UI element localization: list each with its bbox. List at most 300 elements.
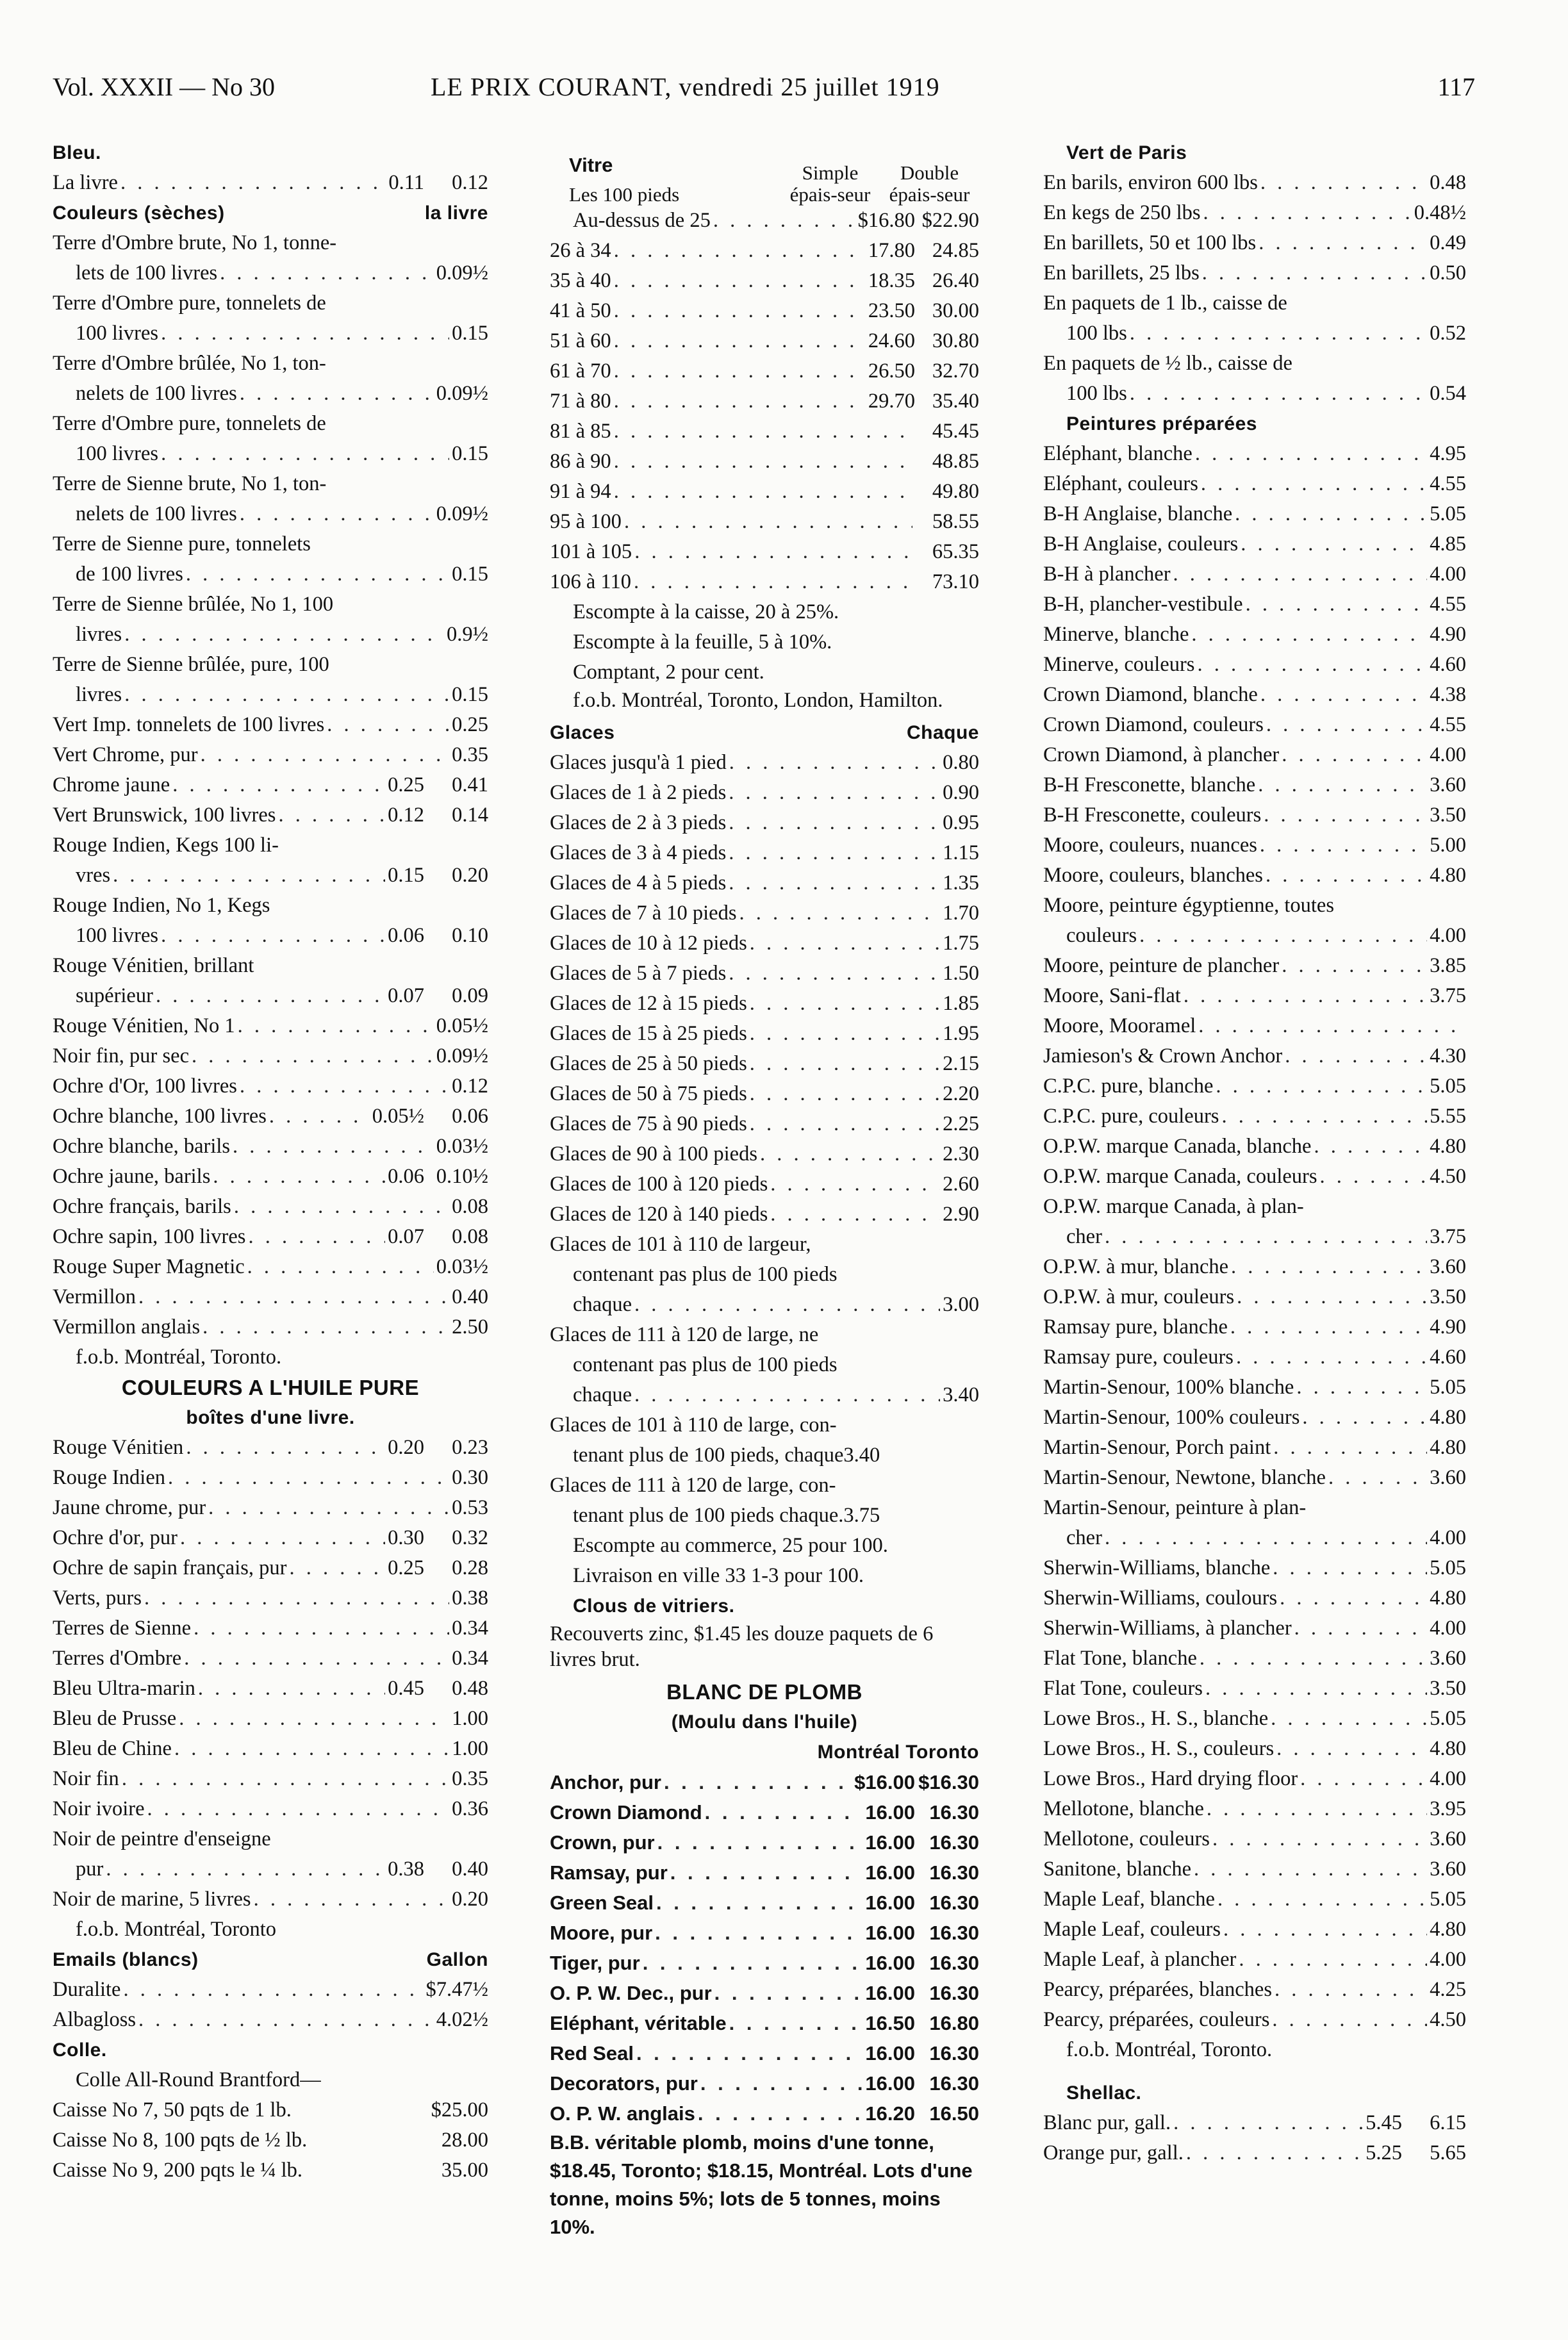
item-price: 0.03½ <box>436 1255 488 1278</box>
item-price: 0.12 <box>388 803 424 827</box>
item-name: Orange pur, gall. <box>1043 2141 1184 2164</box>
item-name: 61 à 70 <box>550 359 611 383</box>
dot-leader <box>186 1433 385 1463</box>
dot-leader <box>122 1764 449 1794</box>
item-price-2: 0.28 <box>452 1556 488 1579</box>
section-heading: Vert de Paris <box>1066 142 1187 163</box>
price-row <box>53 2125 488 2155</box>
price-row <box>1043 1071 1466 1101</box>
dot-leader <box>1320 1162 1428 1192</box>
price-row <box>53 1553 488 1583</box>
dot-leader <box>1203 198 1412 228</box>
price-row <box>1043 710 1466 740</box>
price-row <box>53 1071 488 1101</box>
price-row <box>1043 589 1466 620</box>
price-row <box>550 1079 979 1109</box>
dot-leader <box>750 1049 940 1079</box>
item-price: 2.90 <box>943 1203 979 1226</box>
section-heading: boîtes d'une livre. <box>186 1407 355 1428</box>
item-price: 5.05 <box>1430 1707 1466 1730</box>
dot-leader <box>156 981 385 1011</box>
item-name: Martin-Senour, Porch paint <box>1043 1436 1271 1459</box>
price-row <box>1043 1915 1466 1945</box>
dot-leader <box>1186 2138 1363 2168</box>
dot-leader <box>729 748 940 778</box>
text-line: Escompte à la feuille, 5 à 10%. <box>573 630 832 654</box>
dot-leader <box>1173 2108 1363 2138</box>
item-price: 0.35 <box>452 743 488 766</box>
dot-leader <box>729 2008 863 2038</box>
price-row <box>53 1613 488 1644</box>
price-row <box>53 1854 488 1884</box>
item-price: 5.25 <box>1366 2141 1402 2164</box>
price-row <box>53 1674 488 1704</box>
item-name: Moore, pur <box>550 1922 653 1944</box>
item-price-2: 0.40 <box>452 1858 488 1881</box>
price-row <box>1043 559 1466 589</box>
item-price: $16.80 <box>857 209 915 232</box>
dot-leader <box>254 1884 450 1915</box>
item-name: 100 livres <box>76 322 159 345</box>
text-line: En paquets de 1 lb., caisse de <box>1043 292 1287 315</box>
dot-leader <box>234 1192 449 1222</box>
price-row <box>1043 1403 1466 1433</box>
dot-leader <box>643 1948 863 1978</box>
dot-leader <box>184 1644 449 1674</box>
price-row <box>53 861 488 891</box>
price-row <box>53 1704 488 1734</box>
item-name: Maple Leaf, à plancher <box>1043 1948 1237 1971</box>
dot-leader <box>1300 1764 1427 1794</box>
section-heading-row <box>550 718 979 748</box>
text-line: Escompte au commerce, 25 pour 100. <box>573 1534 888 1557</box>
price-row <box>53 1192 488 1222</box>
item-name: B-H à plancher <box>1043 563 1171 586</box>
dot-leader <box>670 1858 863 1888</box>
price-row <box>550 1767 979 1797</box>
item-price: 0.15 <box>452 442 488 465</box>
item-price-2: 30.00 <box>932 299 979 322</box>
price-row <box>550 989 979 1019</box>
item-price: 0.25 <box>388 1556 424 1579</box>
dot-leader <box>1105 1222 1427 1252</box>
item-name: Glaces de 7 à 10 pieds <box>550 902 737 925</box>
dot-leader <box>147 1794 450 1824</box>
item-price-2: 0.48 <box>452 1677 488 1700</box>
item-name: pur <box>76 1858 104 1881</box>
text-line: O.P.W. marque Canada, à plan- <box>1043 1195 1304 1218</box>
item-name: Ramsay pure, blanche <box>1043 1315 1228 1339</box>
item-name: C.P.C. pure, couleurs <box>1043 1105 1219 1128</box>
dot-leader <box>1264 800 1427 830</box>
item-name: couleurs <box>1066 924 1137 947</box>
item-price-2: 0.23 <box>452 1436 488 1459</box>
price-row <box>550 1199 979 1230</box>
dot-leader <box>124 620 444 650</box>
item-name: vres <box>76 864 111 887</box>
dot-leader <box>657 1827 863 1858</box>
item-price-2: 16.30 <box>929 1952 979 1974</box>
item-name: Rouge Indien <box>53 1466 166 1489</box>
item-price: 4.00 <box>1430 924 1466 947</box>
dot-leader <box>1273 1433 1427 1463</box>
price-row <box>53 710 488 740</box>
item-price: 26.50 <box>868 359 915 383</box>
price-row <box>1043 1342 1466 1372</box>
item-price: 4.50 <box>1430 2008 1466 2031</box>
item-name: B-H Fresconette, couleurs <box>1043 803 1262 827</box>
item-name: Jaune chrome, pur <box>53 1496 206 1519</box>
dot-leader <box>729 838 940 868</box>
item-price-2: 16.30 <box>929 1801 979 1824</box>
price-row <box>550 447 979 477</box>
item-name: 86 à 90 <box>550 450 611 473</box>
item-price: 16.20 <box>865 2102 915 2125</box>
item-name: Flat Tone, couleurs <box>1043 1677 1203 1700</box>
dot-leader <box>208 1493 449 1523</box>
item-price: 4.90 <box>1430 623 1466 646</box>
dot-leader <box>1266 861 1427 891</box>
item-price: 4.50 <box>1430 1165 1466 1188</box>
price-row <box>1043 1162 1466 1192</box>
item-price: 0.09½ <box>436 261 488 284</box>
heading-text: Glaces <box>550 722 615 743</box>
price-row <box>1043 800 1466 830</box>
item-price-2: 49.80 <box>932 480 979 503</box>
dot-leader <box>1280 1583 1427 1613</box>
item-price: 4.38 <box>1430 683 1466 706</box>
item-name: Chrome jaune <box>53 773 170 796</box>
item-name: O.P.W. marque Canada, blanche <box>1043 1135 1312 1158</box>
item-price: 0.07 <box>388 1225 424 1248</box>
dot-leader <box>1276 1734 1427 1764</box>
item-name: Vermillon <box>53 1285 136 1308</box>
item-price: 0.09½ <box>436 502 488 525</box>
dot-leader <box>1266 710 1427 740</box>
item-price: 0.48½ <box>1414 201 1466 224</box>
column-1-couleurs <box>53 138 488 2186</box>
item-name: cher <box>1066 1526 1102 1549</box>
item-name: Glaces de 2 à 3 pieds <box>550 811 727 834</box>
item-price-2: 30.80 <box>932 329 979 352</box>
price-row <box>53 680 488 710</box>
dot-leader <box>202 1312 449 1342</box>
price-row <box>550 928 979 959</box>
price-row <box>53 499 488 529</box>
dot-leader <box>201 740 450 770</box>
item-price: 16.00 <box>865 1952 915 1974</box>
dot-leader <box>1260 680 1427 710</box>
item-price: 23.50 <box>868 299 915 322</box>
dot-leader <box>1184 981 1427 1011</box>
item-price: 0.49 <box>1430 231 1466 254</box>
item-price: 2.50 <box>452 1315 488 1339</box>
price-row <box>53 770 488 800</box>
dot-leader <box>770 1169 940 1199</box>
item-name: Glaces de 25 à 50 pieds <box>550 1052 747 1075</box>
text-line: Livraison en ville 33 1-3 pour 100. <box>573 1564 864 1587</box>
dot-leader <box>750 1079 940 1109</box>
price-row <box>1043 1312 1466 1342</box>
text-line: f.o.b. Montréal, Toronto. <box>76 1346 282 1369</box>
item-price: 28.00 <box>441 2129 488 2152</box>
price-row <box>53 168 488 198</box>
price-row <box>1043 2108 1466 2138</box>
dot-leader <box>624 507 912 537</box>
page-header <box>53 72 1475 110</box>
item-name: Glaces de 90 à 100 pieds <box>550 1142 758 1166</box>
text-line: Noir de peintre d'enseigne <box>53 1827 271 1850</box>
price-row <box>1043 1824 1466 1854</box>
dot-leader <box>179 1704 449 1734</box>
heading-unit: Gallon <box>426 1949 488 1970</box>
dot-leader <box>1230 1312 1427 1342</box>
dot-leader <box>705 1797 863 1827</box>
item-price-2: 24.85 <box>932 239 979 262</box>
item-price: 4.95 <box>1430 442 1466 465</box>
dot-leader <box>1235 499 1427 529</box>
price-row <box>550 296 979 326</box>
item-name: Glaces de 15 à 25 pieds <box>550 1022 747 1045</box>
item-price: 16.50 <box>865 2012 915 2034</box>
item-price: 3.50 <box>1430 1285 1466 1308</box>
item-name: Maple Leaf, blanche <box>1043 1888 1215 1911</box>
dot-leader <box>1191 620 1427 650</box>
item-price: 0.05½ <box>372 1105 424 1128</box>
lead-note: B.B. véritable plomb, moins d'une tonne, $18.45, Toronto; $18.15, Montréal. Lots d'une tonne, moins 5%; lots de 5 tonnes, moins 10%. <box>550 2131 973 2238</box>
column-3-vert-peintures-shellac <box>1043 138 1466 2168</box>
item-price-2: 16.30 <box>929 1861 979 1884</box>
item-name: 95 à 100 <box>550 510 622 533</box>
dot-leader <box>1194 1854 1427 1884</box>
price-row <box>1043 1704 1466 1734</box>
dot-leader <box>1271 1704 1427 1734</box>
dot-leader <box>1231 1252 1427 1282</box>
price-row <box>1043 1252 1466 1282</box>
item-name: O.P.W. marque Canada, couleurs <box>1043 1165 1317 1188</box>
item-name: Martin-Senour, 100% blanche <box>1043 1376 1294 1399</box>
price-row <box>550 1019 979 1049</box>
dot-leader <box>327 710 449 740</box>
item-price: 0.06 <box>388 1165 424 1188</box>
item-name: Red Seal <box>550 2042 634 2064</box>
dot-leader <box>729 778 940 808</box>
dot-leader <box>664 1767 852 1797</box>
item-price: 2.60 <box>943 1173 979 1196</box>
section-heading: Peintures préparées <box>1066 413 1257 434</box>
price-row <box>550 1049 979 1079</box>
price-row <box>550 778 979 808</box>
item-price: 4.25 <box>1430 1978 1466 2001</box>
item-price: 0.40 <box>452 1285 488 1308</box>
item-name: Glaces jusqu'à 1 pied <box>550 751 727 774</box>
item-name: Lowe Bros., H. S., couleurs <box>1043 1737 1275 1760</box>
item-name: nelets de 100 livres <box>76 502 237 525</box>
item-name: Crown, pur <box>550 1831 655 1854</box>
dot-leader <box>1260 168 1427 198</box>
item-name: Tiger, pur <box>550 1952 640 1974</box>
price-row <box>550 356 979 386</box>
price-row <box>1043 951 1466 981</box>
price-row <box>550 1380 979 1410</box>
dot-leader <box>750 1019 940 1049</box>
dot-leader <box>1173 559 1428 589</box>
item-name: Pearcy, préparées, blanches <box>1043 1978 1273 2001</box>
item-price-2: 65.35 <box>932 540 979 563</box>
item-name: Noir fin, pur sec <box>53 1044 189 1067</box>
item-name: Noir de marine, 5 livres <box>53 1888 251 1911</box>
price-row <box>1043 1884 1466 1915</box>
price-row <box>1043 1734 1466 1764</box>
item-price: 0.90 <box>943 781 979 804</box>
price-row <box>550 2038 979 2068</box>
item-name: O.P.W. à mur, couleurs <box>1043 1285 1235 1308</box>
item-price: 5.05 <box>1430 502 1466 525</box>
dot-leader <box>770 1199 940 1230</box>
item-name: Bleu de Prusse <box>53 1707 177 1730</box>
item-price: 4.80 <box>1430 1586 1466 1610</box>
price-row <box>1043 168 1466 198</box>
item-price-2: 48.85 <box>932 450 979 473</box>
price-row <box>550 2068 979 2098</box>
price-row <box>53 740 488 770</box>
dot-leader <box>180 1523 385 1553</box>
dot-leader <box>614 296 866 326</box>
text-line: Glaces de 111 à 120 de large, con- <box>550 1474 836 1497</box>
price-row <box>1043 258 1466 288</box>
vitre-double-header: Double épais-seur <box>889 161 970 206</box>
item-name: B-H Fresconette, blanche <box>1043 773 1256 796</box>
item-price: 0.09½ <box>436 1044 488 1067</box>
dot-leader <box>713 206 855 236</box>
item-price: 3.00 <box>943 1293 979 1316</box>
item-price: 0.9½ <box>447 623 488 646</box>
item-price: 0.06 <box>388 924 424 947</box>
item-name: Moore, couleurs, nuances <box>1043 834 1257 857</box>
price-row <box>53 1011 488 1041</box>
dot-leader <box>729 808 940 838</box>
dot-leader <box>174 1734 449 1764</box>
text-line: Glaces de 101 à 110 de largeur, <box>550 1233 811 1256</box>
item-price-2: 0.12 <box>452 171 488 194</box>
text-line: contenant pas plus de 100 pieds <box>573 1263 838 1286</box>
dot-leader <box>161 921 385 951</box>
item-name: Minerve, couleurs <box>1043 653 1195 676</box>
price-row <box>550 386 979 416</box>
item-price: 4.00 <box>1430 1617 1466 1640</box>
item-name: B-H Anglaise, couleurs <box>1043 532 1239 556</box>
dot-leader <box>1200 1644 1427 1674</box>
item-price-2: 16.30 <box>929 1891 979 1914</box>
dot-leader <box>186 559 449 589</box>
item-name: Lowe Bros., H. S., blanche <box>1043 1707 1269 1730</box>
item-name: Rouge Vénitien <box>53 1436 184 1459</box>
dot-leader <box>1130 318 1427 349</box>
item-name: O. P. W. Dec., pur <box>550 1982 712 2004</box>
dot-leader <box>1223 1915 1427 1945</box>
price-row <box>1043 1674 1466 1704</box>
item-price-2: $16.30 <box>918 1771 979 1793</box>
price-row <box>53 1282 488 1312</box>
text-line: tenant plus de 100 pieds chaque.3.75 <box>573 1504 880 1527</box>
price-row <box>1043 981 1466 1011</box>
price-row <box>1043 1523 1466 1553</box>
dot-leader <box>240 1071 449 1101</box>
item-name: Sherwin-Williams, à plancher <box>1043 1617 1292 1640</box>
dot-leader <box>1282 740 1427 770</box>
item-price-2: 16.80 <box>929 2012 979 2034</box>
text-line: Glaces de 101 à 110 de large, con- <box>550 1413 837 1437</box>
item-name: 91 à 94 <box>550 480 611 503</box>
item-price: 1.95 <box>943 1022 979 1045</box>
item-price-2: 0.09 <box>452 984 488 1007</box>
item-price: 4.80 <box>1430 1406 1466 1429</box>
item-price: 0.03½ <box>436 1135 488 1158</box>
dot-leader <box>1139 921 1427 951</box>
item-price: 0.30 <box>452 1466 488 1489</box>
text-line: Terre de Sienne brûlée, No 1, 100 <box>53 593 334 616</box>
item-price-2: 5.65 <box>1430 2141 1466 2164</box>
text-line: Colle All-Round Brantford— <box>76 2068 321 2091</box>
item-name: Noir ivoire <box>53 1797 145 1820</box>
item-price: 4.00 <box>1430 1526 1466 1549</box>
text-line: Terre d'Ombre brûlée, No 1, ton- <box>53 352 326 375</box>
price-row <box>1043 1433 1466 1463</box>
item-name: Ochre français, barils <box>53 1195 231 1218</box>
dot-leader <box>614 356 866 386</box>
section-heading: Colle. <box>53 2039 107 2061</box>
item-name: Flat Tone, blanche <box>1043 1647 1197 1670</box>
item-price: 16.00 <box>865 1922 915 1944</box>
price-row <box>1043 650 1466 680</box>
text-line: contenant pas plus de 100 pieds <box>573 1353 838 1376</box>
dot-leader <box>698 2098 863 2129</box>
item-name: Glaces de 5 à 7 pieds <box>550 962 727 985</box>
item-price-2: 0.14 <box>452 803 488 827</box>
price-row <box>53 1312 488 1342</box>
section-heading: Clous de vitriers. <box>573 1595 735 1617</box>
dot-leader <box>1195 439 1427 469</box>
item-price: 0.34 <box>452 1617 488 1640</box>
item-price: 4.60 <box>1430 1346 1466 1369</box>
price-row <box>53 439 488 469</box>
item-price-2: $22.90 <box>921 209 979 232</box>
dot-leader <box>161 439 449 469</box>
price-row <box>53 800 488 830</box>
item-price: 1.75 <box>943 932 979 955</box>
dot-leader <box>1130 379 1427 409</box>
item-name: Verts, purs <box>53 1586 142 1610</box>
item-name: En barils, environ 600 lbs <box>1043 171 1258 194</box>
price-row <box>53 1764 488 1794</box>
item-name: 106 à 110 <box>550 570 631 593</box>
item-name: Albagloss <box>53 2008 136 2031</box>
item-price: 0.15 <box>452 683 488 706</box>
text-line: Terre d'Ombre brute, No 1, tonne- <box>53 231 337 254</box>
dot-leader <box>1236 1342 1427 1372</box>
item-price: 4.00 <box>1430 563 1466 586</box>
item-price: 16.00 <box>865 1891 915 1914</box>
dot-leader <box>1272 2005 1427 2035</box>
item-name: Mellotone, couleurs <box>1043 1827 1210 1850</box>
price-row <box>1043 1945 1466 1975</box>
dot-leader <box>634 1380 940 1410</box>
item-name: Pearcy, préparées, couleurs <box>1043 2008 1270 2031</box>
price-row <box>550 1858 979 1888</box>
item-price-2: 16.30 <box>929 1982 979 2004</box>
item-name: Ochre blanche, 100 livres <box>53 1105 267 1128</box>
dot-leader <box>636 2038 862 2068</box>
